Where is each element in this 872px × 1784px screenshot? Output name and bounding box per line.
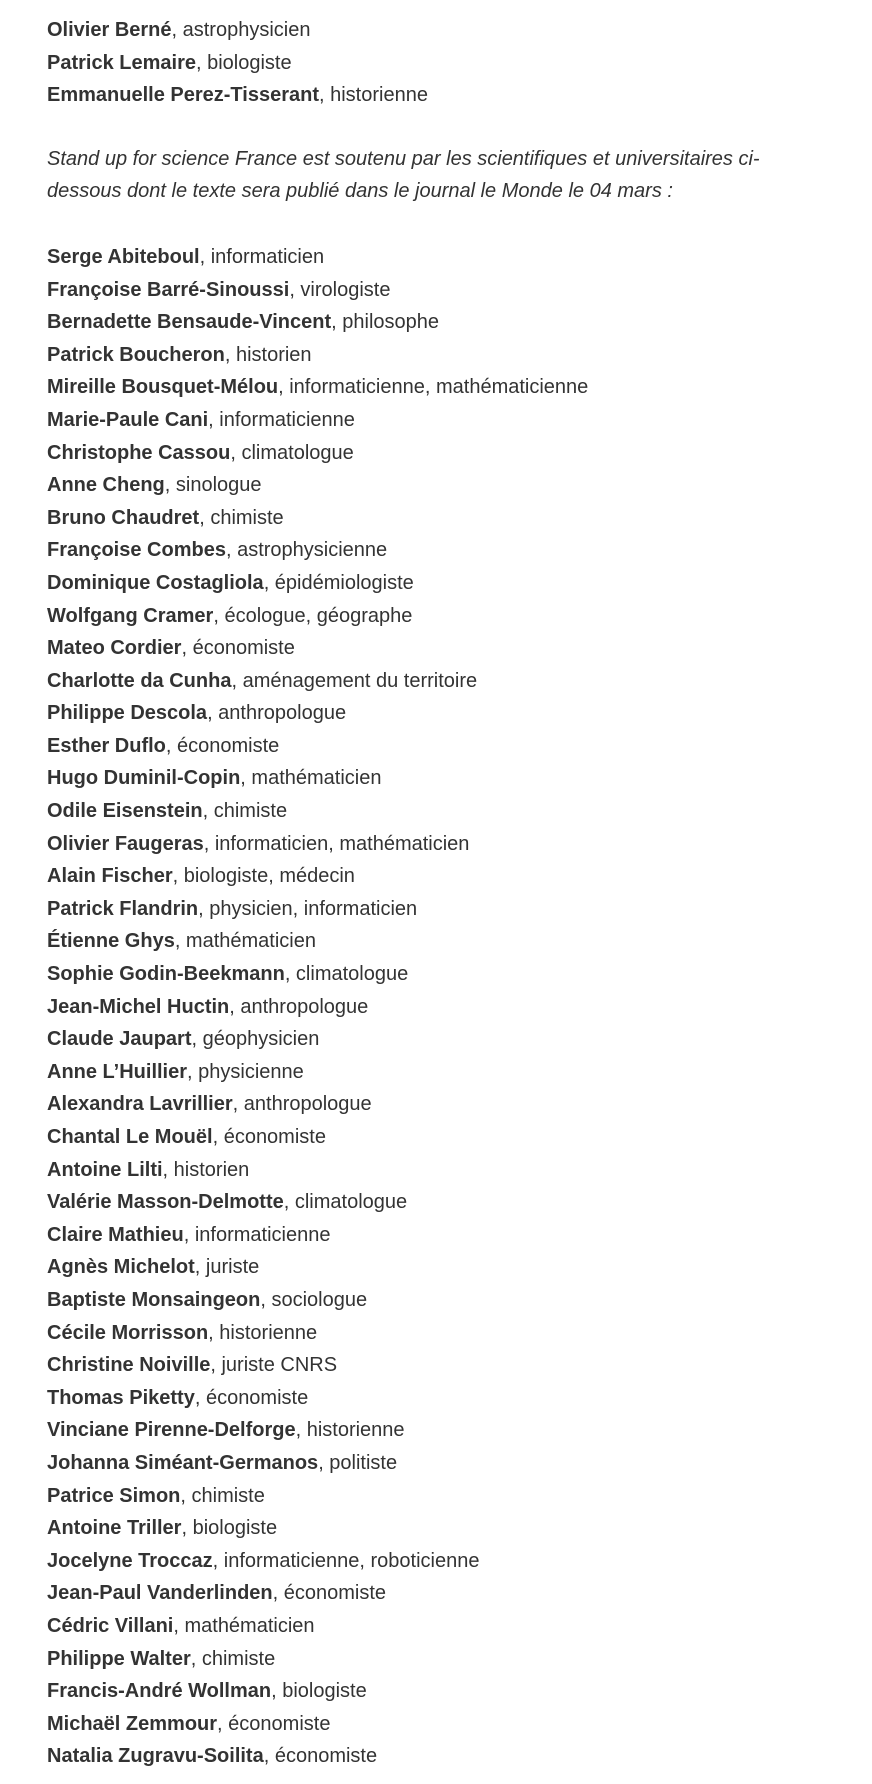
signatory-name: Christophe Cassou <box>47 441 231 464</box>
signatory-role: , chimiste <box>180 1484 265 1507</box>
signatory-name: Marie-Paule Cani <box>47 408 209 431</box>
signatory-name: Esther Duflo <box>47 734 166 757</box>
signatory-name: Natalia Zugravu-Soilita <box>47 1745 264 1768</box>
signatory-role: , climatologue <box>230 441 354 464</box>
signatory-entry <box>47 632 825 665</box>
signatory-name: Valérie Masson-Delmotte <box>47 1191 284 1214</box>
top-signatories-list <box>47 14 825 112</box>
signatory-entry <box>47 241 825 274</box>
signatory-entry <box>47 1382 825 1415</box>
signatory-role: , historienne <box>295 1419 405 1442</box>
signatory-role: , historienne <box>318 84 428 107</box>
signatory-entry <box>47 1023 825 1056</box>
signatory-entry <box>47 371 825 404</box>
signatory-entry <box>47 1610 825 1643</box>
signatory-name: Agnès Michelot <box>47 1256 195 1279</box>
signatory-name: Philippe Descola <box>47 702 208 725</box>
signatory-name: Cécile Morrisson <box>47 1321 209 1344</box>
signatory-role: , climatologue <box>284 963 409 986</box>
signatory-name: Anne Cheng <box>47 474 165 497</box>
intro-paragraph: Stand up for science France est soutenu par les scientifiques et universitaires ci-dessous dont le texte sera publié dans le journal le Monde le 04 mars : <box>47 147 760 203</box>
signatory-entry <box>47 1643 825 1676</box>
signatory-entry <box>47 1186 825 1219</box>
signatory-entry <box>47 1121 825 1154</box>
signatory-name: Olivier Berné <box>47 19 172 41</box>
signatory-role: , informaticienne <box>183 1223 331 1246</box>
signatory-name: Baptiste Monsaingeon <box>47 1288 261 1311</box>
signatory-name: Chantal Le Mouël <box>47 1126 213 1148</box>
signatory-name: Antoine Lilti <box>47 1158 163 1181</box>
signatory-entry <box>47 1284 825 1317</box>
signatory-entry <box>47 1056 825 1089</box>
signatory-entry <box>47 1349 825 1382</box>
signatory-entry <box>47 795 825 828</box>
signatory-role: , historienne <box>208 1321 318 1344</box>
signatory-entry <box>47 274 825 307</box>
signatory-name: Claude Jaupart <box>47 1028 192 1051</box>
signatory-entry <box>47 1708 825 1741</box>
signatory-role: , anthropologue <box>229 995 369 1018</box>
signatory-name: Serge Abiteboul <box>47 245 200 268</box>
signatory-entry <box>47 762 825 795</box>
signatory-entry <box>47 925 825 958</box>
signatory-entry <box>47 991 825 1024</box>
signatory-role: , mathématicien <box>240 767 382 790</box>
signatory-name: Odile Eisenstein <box>47 800 203 823</box>
signatory-name: Françoise Combes <box>47 539 226 562</box>
signatory-role: , biologiste <box>195 51 292 74</box>
signatory-name: Alain Fischer <box>47 865 173 888</box>
signatory-role: , historien <box>162 1158 250 1181</box>
signatory-role: , juriste <box>194 1256 260 1279</box>
signatory-role: , physicien, informaticien <box>198 897 418 920</box>
signatory-role: , mathématicien <box>173 1614 315 1637</box>
signatory-entry <box>47 567 825 600</box>
signatory-name: Dominique Costagliola <box>47 571 264 594</box>
signatory-name: Jean-Paul Vanderlinden <box>47 1582 273 1605</box>
supporters-list <box>47 241 825 1773</box>
signatory-name: Jocelyne Troccaz <box>47 1549 213 1572</box>
signatory-name: Olivier Faugeras <box>47 832 204 855</box>
signatory-role: , épidémiologiste <box>263 571 414 594</box>
signatory-role: , chimiste <box>199 506 284 529</box>
signatory-entry <box>47 306 825 339</box>
signatory-role: , physicienne <box>187 1060 304 1083</box>
signatory-entry <box>47 14 825 47</box>
signatory-role: , biologiste <box>181 1517 278 1540</box>
signatory-name: Philippe Walter <box>47 1647 191 1670</box>
signatory-entry <box>47 1577 825 1610</box>
signatory-entry <box>47 958 825 991</box>
signatory-role: , économiste <box>181 637 295 660</box>
signatory-entry <box>47 534 825 567</box>
signatory-entry <box>47 860 825 893</box>
signatory-name: Patrick Lemaire <box>47 51 196 74</box>
signatory-role: , astrophysicien <box>171 19 311 41</box>
signatory-entry <box>47 339 825 372</box>
signatory-role: , chimiste <box>202 800 288 823</box>
signatory-entry <box>47 469 825 502</box>
signatory-entry <box>47 1675 825 1708</box>
signatory-name: Emmanuelle Perez-Tisserant <box>47 84 319 107</box>
signatory-role: , sociologue <box>260 1288 368 1311</box>
signatory-role: , économiste <box>212 1126 326 1148</box>
signatory-role: , informaticien <box>199 245 325 268</box>
signatory-entry <box>47 1480 825 1513</box>
signatory-entry <box>47 730 825 763</box>
signatory-entry <box>47 1317 825 1350</box>
signatory-name: Jean-Michel Huctin <box>47 995 230 1018</box>
signatory-entry <box>47 47 825 80</box>
signatory-role: , informaticienne <box>208 408 355 431</box>
signatory-role: , biologiste <box>271 1680 367 1703</box>
signatory-role: , anthropologue <box>232 1093 372 1116</box>
signatory-name: Michaël Zemmour <box>47 1712 218 1735</box>
signatory-entry <box>47 1740 825 1773</box>
signatory-role: , historien <box>224 343 312 366</box>
signatory-role: , informaticien, mathématicien <box>203 832 470 855</box>
signatory-role: , chimiste <box>190 1647 276 1670</box>
signatory-name: Mateo Cordier <box>47 637 182 660</box>
signatory-role: , politiste <box>318 1451 398 1474</box>
signatory-entry <box>47 600 825 633</box>
signatory-name: Wolfgang Cramer <box>47 604 214 627</box>
signatory-name: Francis-André Wollman <box>47 1680 272 1703</box>
signatory-name: Bernadette Bensaude-Vincent <box>47 311 332 334</box>
signatory-entry <box>47 1251 825 1284</box>
signatory-entry <box>47 1088 825 1121</box>
signatory-name: Sophie Godin-Beekmann <box>47 963 285 986</box>
signatory-entry <box>47 404 825 437</box>
signatory-name: Cédric Villani <box>47 1614 174 1637</box>
signatory-role: , économiste <box>165 734 280 757</box>
signatory-entry <box>47 665 825 698</box>
signatory-entry <box>47 1154 825 1187</box>
signatory-name: Patrick Boucheron <box>47 343 225 366</box>
signatory-entry <box>47 893 825 926</box>
signatory-entry <box>47 828 825 861</box>
signatory-name: Claire Mathieu <box>47 1223 184 1246</box>
signatory-role: , informaticienne, mathématicienne <box>278 376 589 399</box>
signatory-name: Hugo Duminil-Copin <box>47 767 241 790</box>
signatory-role: , juriste CNRS <box>210 1354 338 1377</box>
signatory-name: Patrice Simon <box>47 1484 181 1507</box>
signatory-entry <box>47 437 825 470</box>
signatory-role: , économiste <box>217 1712 331 1735</box>
signatory-name: Patrick Flandrin <box>47 897 199 920</box>
signatory-entry <box>47 1219 825 1252</box>
signatory-role: , écologue, géographe <box>213 604 413 627</box>
signatory-entry <box>47 697 825 730</box>
signatory-role: , informaticienne, roboticienne <box>212 1549 480 1572</box>
signatory-role: , sinologue <box>164 474 262 497</box>
signatory-role: , philosophe <box>331 311 440 334</box>
signatory-name: Christine Noiville <box>47 1354 211 1377</box>
signatory-role: , économiste <box>263 1745 378 1768</box>
signatory-role: , aménagement du territoire <box>231 669 478 692</box>
signatory-entry <box>47 1447 825 1480</box>
signatory-role: , géophysicien <box>191 1028 320 1051</box>
signatory-role: , économiste <box>272 1582 387 1605</box>
signatory-name: Antoine Triller <box>47 1517 182 1540</box>
signatory-name: Charlotte da Cunha <box>47 669 232 692</box>
signatory-name: Anne L’Huillier <box>47 1060 188 1083</box>
signatory-role: , climatologue <box>283 1191 408 1214</box>
signatory-name: Mireille Bousquet-Mélou <box>47 376 279 399</box>
signatory-entry <box>47 502 825 535</box>
signatory-role: , mathématicien <box>174 930 316 953</box>
signatory-entry <box>47 1414 825 1447</box>
signatory-name: Vinciane Pirenne-Delforge <box>47 1419 296 1442</box>
signatory-name: Alexandra Lavrillier <box>47 1093 233 1116</box>
signatory-name: Bruno Chaudret <box>47 506 200 529</box>
signatory-entry <box>47 1545 825 1578</box>
signatory-role: , biologiste, médecin <box>172 865 355 888</box>
signatory-name: Johanna Siméant-Germanos <box>47 1451 319 1474</box>
signatory-name: Françoise Barré-Sinoussi <box>47 278 290 301</box>
signatory-role: , anthropologue <box>207 702 347 725</box>
signatory-role: , économiste <box>194 1386 309 1409</box>
signatory-entry <box>47 79 825 112</box>
signatory-role: , astrophysicienne <box>225 539 388 562</box>
signatory-name: Étienne Ghys <box>47 930 175 953</box>
signatory-entry <box>47 1512 825 1545</box>
signatory-role: , virologiste <box>289 278 391 301</box>
signatory-name: Thomas Piketty <box>47 1386 195 1409</box>
